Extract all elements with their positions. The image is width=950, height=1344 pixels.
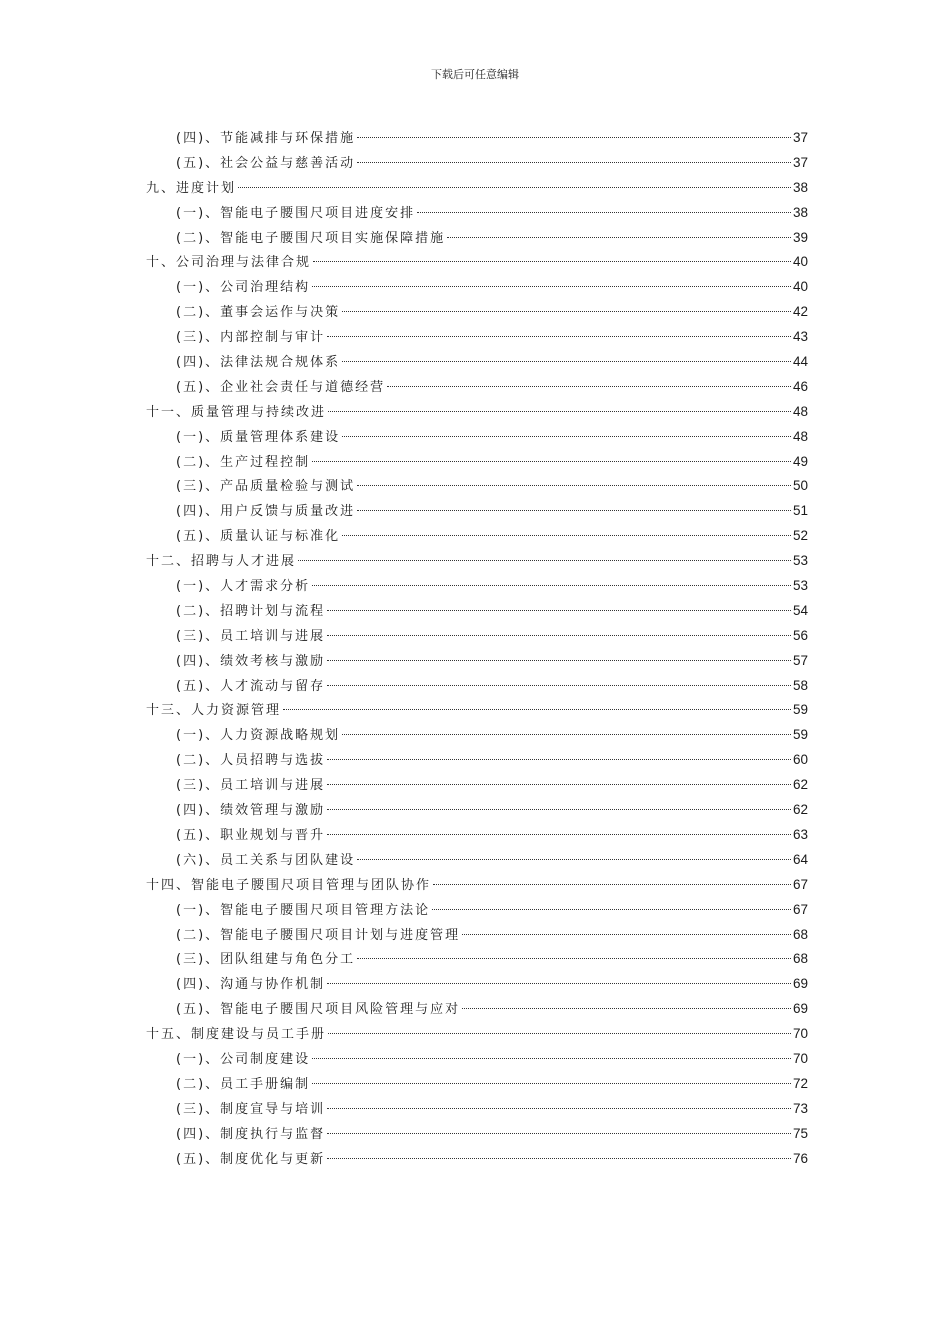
toc-dot-leader [357,162,791,163]
toc-entry-label: 十、公司治理与法律合规 [146,255,312,271]
toc-dot-leader [342,311,791,312]
toc-dot-leader [327,759,791,760]
toc-section-entry[interactable] [146,773,808,798]
toc-dot-leader [283,709,791,710]
toc-chapter-entry[interactable] [146,1022,808,1047]
toc-section-entry[interactable] [146,649,808,674]
toc-section-entry[interactable] [146,201,808,226]
toc-section-entry[interactable] [146,275,808,300]
toc-section-entry[interactable] [146,151,808,176]
toc-section-entry[interactable] [146,723,808,748]
toc-dot-leader [327,336,791,337]
toc-dot-leader [417,212,791,213]
toc-section-entry[interactable] [146,425,808,450]
toc-dot-leader [342,535,791,536]
toc-section-entry[interactable] [146,798,808,823]
toc-entry-label: (一)、质量管理体系建设 [176,429,341,445]
toc-dot-leader [432,909,791,910]
toc-entry-label: (三)、团队组建与角色分工 [176,952,356,968]
toc-dot-leader [327,784,791,785]
toc-entry-label: 十三、人力资源管理 [146,703,282,719]
toc-dot-leader [328,1033,791,1034]
toc-dot-leader [312,1083,791,1084]
toc-entry-label: (五)、制度优化与更新 [176,1151,326,1167]
toc-page-number: 67 [792,901,808,917]
toc-section-entry[interactable] [146,350,808,375]
toc-page-number: 37 [792,130,808,145]
toc-section-entry[interactable] [146,524,808,549]
toc-section-entry[interactable] [146,450,808,475]
toc-entry-label: 十一、质量管理与持续改进 [146,404,327,420]
toc-dot-leader [387,386,791,387]
toc-entry-label: (三)、产品质量检验与测试 [176,479,356,495]
toc-section-entry[interactable] [146,1147,808,1172]
toc-entry-label: (五)、职业规划与晋升 [176,827,326,843]
toc-section-entry[interactable] [146,997,808,1022]
toc-chapter-entry[interactable] [146,250,808,275]
toc-entry-label: (四)、用户反馈与质量改进 [176,504,356,520]
toc-entry-label: (二)、董事会运作与决策 [176,305,341,321]
toc-dot-leader [313,261,791,262]
toc-page-number: 70 [792,1026,808,1042]
toc-dot-leader [327,1158,791,1159]
toc-chapter-entry[interactable] [146,873,808,898]
toc-page-number: 38 [792,179,808,195]
toc-page-number: 60 [792,752,808,768]
toc-page-number: 69 [792,1001,808,1017]
toc-dot-leader [312,585,791,586]
toc-dot-leader [447,237,791,238]
toc-dot-leader [357,137,791,138]
toc-dot-leader [312,286,791,287]
toc-page-number: 40 [792,254,808,270]
toc-page-number: 64 [792,851,808,867]
toc-entry-label: (一)、人力资源战略规划 [176,728,341,744]
toc-chapter-entry[interactable] [146,698,808,723]
toc-page-number: 37 [792,154,808,170]
toc-page-number: 42 [792,304,808,320]
toc-section-entry[interactable] [146,1072,808,1097]
toc-page-number: 63 [792,826,808,842]
toc-entry-label: 十五、制度建设与员工手册 [146,1027,327,1043]
toc-dot-leader [327,660,791,661]
toc-page-number: 59 [792,702,808,718]
toc-page-number: 62 [792,802,808,818]
toc-dot-leader [327,1108,791,1109]
toc-page-number: 68 [792,951,808,967]
toc-entry-label: (四)、绩效考核与激励 [176,653,326,669]
toc-page-number: 50 [792,478,808,494]
toc-section-entry[interactable] [146,226,808,251]
toc-page-number: 54 [792,602,808,618]
toc-page-number: 62 [792,777,808,793]
toc-section-entry[interactable] [146,325,808,350]
toc-page-number: 59 [792,727,808,743]
toc-section-entry[interactable] [146,375,808,400]
toc-section-entry[interactable] [146,1122,808,1147]
toc-section-entry[interactable] [146,674,808,699]
toc-dot-leader [312,461,791,462]
toc-entry-label: 十二、招聘与人才进展 [146,554,297,570]
toc-section-entry[interactable] [146,599,808,624]
toc-page-number: 73 [792,1100,808,1116]
toc-page-number: 70 [792,1050,808,1066]
toc-dot-leader [433,884,791,885]
toc-entry-label: (四)、沟通与协作机制 [176,977,326,993]
toc-dot-leader [238,187,791,188]
toc-entry-label: (六)、员工关系与团队建设 [176,852,356,868]
toc-entry-label: (四)、制度执行与监督 [176,1126,326,1142]
toc-dot-leader [327,983,791,984]
toc-page-number: 44 [792,354,808,370]
toc-dot-leader [342,734,791,735]
toc-entry-label: (四)、绩效管理与激励 [176,803,326,819]
toc-section-entry[interactable] [146,923,808,948]
toc-page-number: 39 [792,229,808,245]
toc-entry-label: (五)、智能电子腰围尺项目风险管理与应对 [176,1002,461,1018]
toc-section-entry[interactable] [146,848,808,873]
toc-page-number: 38 [792,204,808,220]
toc-page-number: 57 [792,652,808,668]
toc-entry-label: (二)、生产过程控制 [176,454,311,470]
toc-section-entry[interactable] [146,898,808,923]
toc-page-number: 69 [792,976,808,992]
toc-dot-leader [327,834,791,835]
toc-entry-label: (二)、员工手册编制 [176,1076,311,1092]
toc-page-number: 75 [792,1125,808,1141]
toc-entry-label: (五)、社会公益与慈善活动 [176,155,356,171]
toc-page-number: 56 [792,627,808,643]
toc-entry-label: 十四、智能电子腰围尺项目管理与团队协作 [146,877,432,893]
toc-entry-label: (三)、员工培训与进展 [176,778,326,794]
toc-section-entry[interactable] [146,1047,808,1072]
toc-entry-label: (四)、节能减排与环保措施 [176,131,356,146]
toc-dot-leader [327,635,791,636]
toc-dot-leader [462,1008,791,1009]
toc-page-number: 48 [792,428,808,444]
toc-page-number: 72 [792,1075,808,1091]
toc-entry-label: (二)、智能电子腰围尺项目计划与进度管理 [176,927,461,943]
toc-page-number: 53 [792,578,808,594]
toc-entry-label: (一)、智能电子腰围尺项目管理方法论 [176,902,431,918]
toc-page-number: 76 [792,1150,808,1166]
toc-entry-label: (二)、智能电子腰围尺项目实施保障措施 [176,230,446,246]
toc-entry-label: (一)、公司制度建设 [176,1051,311,1067]
toc-dot-leader [327,610,791,611]
toc-page-number: 52 [792,528,808,544]
toc-page-number: 48 [792,403,808,419]
toc-section-entry[interactable] [146,947,808,972]
toc-entry-label: (二)、招聘计划与流程 [176,603,326,619]
toc-page-number: 46 [792,378,808,394]
page-header: 下载后可任意编辑 [431,68,519,81]
toc-section-entry[interactable] [146,300,808,325]
toc-section-entry[interactable] [146,972,808,997]
toc-page-number: 67 [792,876,808,892]
toc-page-number: 68 [792,926,808,942]
toc-section-entry[interactable] [146,624,808,649]
toc-entry-label: (二)、人员招聘与选拔 [176,753,326,769]
toc-entry-label: (一)、公司治理结构 [176,280,311,296]
toc-dot-leader [357,859,791,860]
toc-dot-leader [328,411,791,412]
toc-entry-label: (五)、企业社会责任与道德经营 [176,379,386,395]
table-of-contents [146,126,808,1171]
toc-page-number: 40 [792,279,808,295]
toc-chapter-entry[interactable] [146,400,808,425]
toc-section-entry[interactable] [146,748,808,773]
toc-entry-label: (三)、内部控制与审计 [176,330,326,346]
toc-section-entry[interactable] [146,474,808,499]
toc-page-number: 51 [792,503,808,519]
toc-chapter-entry[interactable] [146,176,808,201]
toc-dot-leader [357,958,791,959]
toc-section-entry[interactable] [146,574,808,599]
toc-dot-leader [327,809,791,810]
toc-dot-leader [327,685,791,686]
toc-dot-leader [298,560,791,561]
toc-entry-label: (三)、员工培训与进展 [176,628,326,644]
toc-dot-leader [357,510,791,511]
toc-page-number: 58 [792,677,808,693]
toc-dot-leader [327,1133,791,1134]
toc-dot-leader [312,1058,791,1059]
toc-entry-label: (一)、智能电子腰围尺项目进度安排 [176,205,416,221]
toc-section-entry[interactable] [146,1097,808,1122]
toc-dot-leader [342,361,791,362]
toc-entry-label: 九、进度计划 [146,180,237,196]
toc-section-entry[interactable] [146,499,808,524]
toc-entry-label: (一)、人才需求分析 [176,579,311,595]
toc-entry-label: (五)、质量认证与标准化 [176,529,341,545]
toc-dot-leader [357,485,791,486]
toc-page-number: 43 [792,329,808,345]
toc-entry-label: (五)、人才流动与留存 [176,678,326,694]
toc-page-number: 49 [792,453,808,469]
toc-entry-label: (三)、制度宣导与培训 [176,1101,326,1117]
toc-dot-leader [342,436,791,437]
toc-section-entry[interactable] [146,823,808,848]
toc-entry-label: (四)、法律法规合规体系 [176,355,341,371]
toc-section-entry[interactable] [146,126,808,151]
toc-chapter-entry[interactable] [146,549,808,574]
toc-page-number: 53 [792,553,808,569]
toc-dot-leader [462,934,791,935]
